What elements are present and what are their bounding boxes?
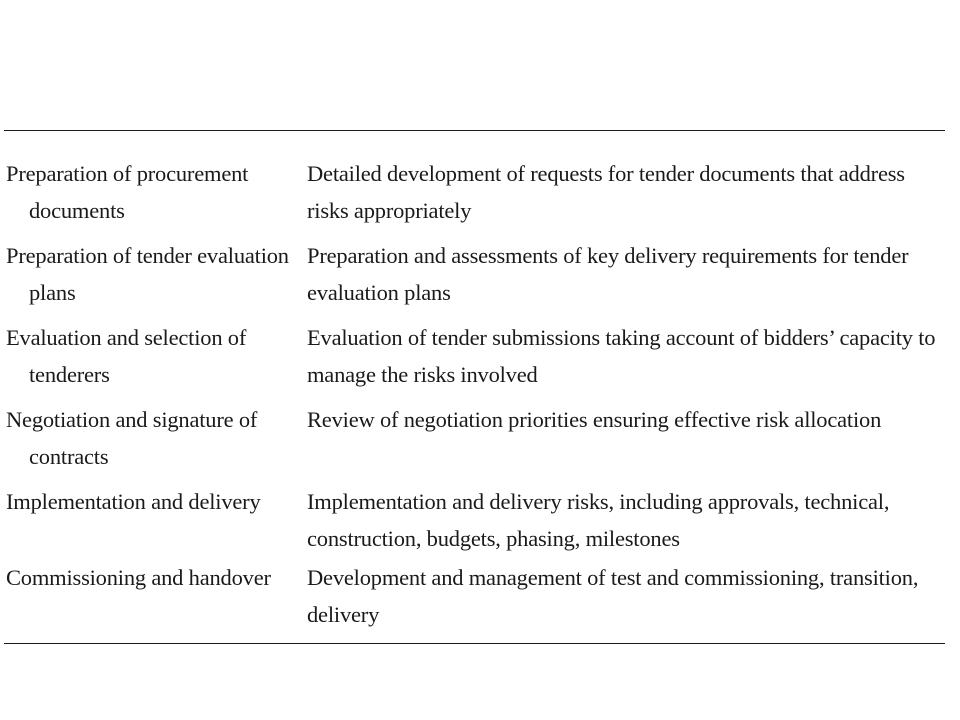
stage-cell: Commissioning and handover [6,565,271,590]
table-row [4,483,945,559]
description-cell: Development and management of test and commissioning, transition, delivery [307,565,919,627]
table-row [4,155,945,237]
stage-cell: Evaluation and selection of tenderers [6,325,247,387]
description-cell: Implementation and delivery risks, including approvals, technical, construction, budgets, phasing, milestones [307,489,890,551]
table-row [4,237,945,319]
table-row [4,319,945,401]
stage-cell: Negotiation and signature of contracts [6,407,258,469]
description-cell: Evaluation of tender submissions taking account of bidders’ capacity to manage the risks involved [307,325,936,387]
table-bottom-rule [4,643,945,644]
stage-cell: Preparation of tender evaluation plans [6,243,289,305]
table-top-rule [4,130,945,131]
risk-stages-table [4,155,945,641]
description-cell: Detailed development of requests for tender documents that address risks appropriately [307,161,905,223]
description-cell: Review of negotiation priorities ensuring effective risk allocation [307,407,882,432]
stage-cell: Implementation and delivery [6,489,261,514]
description-cell: Preparation and assessments of key delivery requirements for tender evaluation plans [307,243,909,305]
table-row [4,559,945,641]
table-row [4,401,945,483]
stage-cell: Preparation of procurement documents [6,161,249,223]
